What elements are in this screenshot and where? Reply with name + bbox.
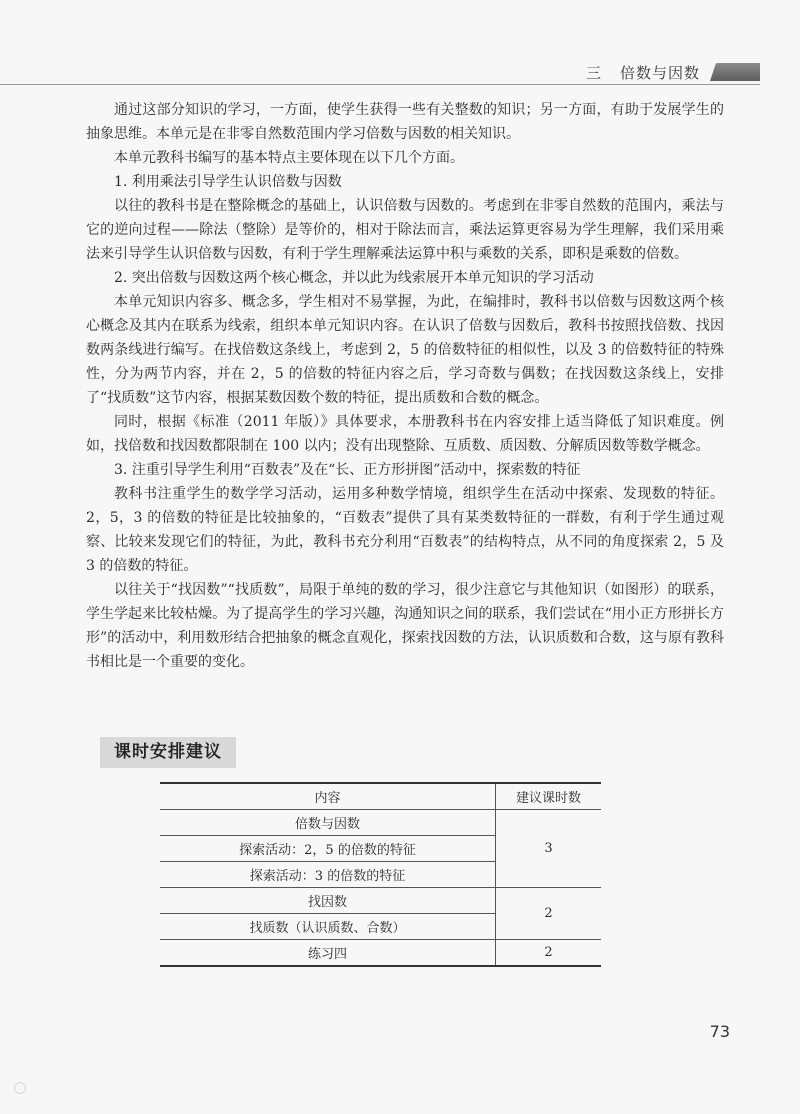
subheading: 1. 利用乘法引导学生认识倍数与因数: [114, 174, 342, 190]
table-header-content: 内容: [160, 783, 496, 810]
paragraph: 本单元知识内容多、概念多，学生相对不易掌握，为此，在编排时，教科书以倍数与因数这两个核心概念及其内在联系为线索，组织本单元知识内容。在认识了倍数与因数后，教科书按照找倍数、找因数两条线进行编写。在找倍数这条线上，考虑到 2，5 的倍数特征的相似性，以及 3 的倍数特征的特殊性，分为两节内容，并在 2，5 的倍数的特征内容之后，学习奇数与偶数；在找因数这条线上，安排了“找质数”这节内容，根据某数因数个数的特征，提出质数和合数的概念。: [86, 294, 724, 406]
table-row: [160, 940, 601, 967]
paragraph: 同时，根据《标准（2011 年版）》具体要求，本册教科书在内容安排上适当降低了知识难度。例如，找倍数和找因数都限制在 100 以内；没有出现整除、互质数、质因数、分解质因数等数学概念。: [86, 414, 724, 454]
page-number: 73: [709, 1022, 730, 1041]
section-title: 课时安排建议: [100, 737, 236, 768]
table-cell-hours: 2: [496, 888, 602, 940]
table-header-row: [160, 783, 601, 810]
table-header-hours: 建议课时数: [496, 783, 602, 810]
chapter-number: 三: [585, 64, 602, 82]
table-row: [160, 810, 601, 836]
paragraph: 以往关于“找因数”“找质数”，局限于单纯的数的学习，很少注意它与其他知识（如图形）的联系，学生学起来比较枯燥。为了提高学生的学习兴趣，沟通知识之间的联系，我们尝试在“用小正方形拼长方形”的活动中，利用数形结合把抽象的概念直观化，探索找因数的方法，认识质数和合数，这与原有教科书相比是一个重要的变化。: [86, 582, 724, 670]
table-cell-content: 探索活动：2，5 的倍数的特征: [160, 836, 496, 862]
table-row: [160, 888, 601, 914]
table-cell-content: 探索活动：3 的倍数的特征: [160, 862, 496, 888]
page-header: [0, 60, 800, 90]
paragraph: 本单元教科书编写的基本特点主要体现在以下几个方面。: [114, 150, 464, 166]
schedule-table: [160, 782, 601, 967]
table-cell-content: 找因数: [160, 888, 496, 914]
table-cell-content: 练习四: [160, 940, 496, 967]
subheading: 3. 注重引导学生利用“百数表”及在“长、正方形拼图”活动中，探索数的特征: [114, 462, 581, 478]
table-cell-hours: 3: [496, 810, 602, 888]
table-cell-content: 倍数与因数: [160, 810, 496, 836]
table-cell-content: 找质数（认识质数、合数）: [160, 914, 496, 940]
paragraph: 教科书注重学生的数学学习活动，运用多种数学情境，组织学生在活动中探索、发现数的特征。2，5，3 的倍数的特征是比较抽象的，“百数表”提供了具有某类数特征的一群数，有利于学生通过观察、比较来发现它们的特征，为此，教科书充分利用“百数表”的结构特点，从不同的角度探索 2，5 及 3 的倍数的特征。: [86, 486, 724, 574]
table-cell-hours: 2: [496, 940, 602, 967]
subheading: 2. 突出倍数与因数这两个核心概念，并以此为线索展开本单元知识的学习活动: [114, 270, 594, 286]
watermark-logo-icon: [14, 1082, 26, 1094]
body-text: [86, 98, 724, 674]
paragraph: 以往的教科书是在整除概念的基础上，认识倍数与因数的。考虑到在非零自然数的范围内，乘法与它的逆向过程——除法（整除）是等价的，相对于除法而言，乘法运算更容易为学生理解，我们采用乘法来引导学生认识倍数与因数，有利于学生理解乘法运算中积与乘数的关系，即积是乘数的倍数。: [86, 198, 724, 262]
chapter-title: [586, 62, 700, 83]
chapter-name: 倍数与因数: [619, 64, 700, 82]
watermark: [14, 1082, 74, 1102]
header-tab-decoration: [710, 63, 760, 81]
header-rule: [0, 84, 760, 85]
paragraph: 通过这部分知识的学习，一方面，使学生获得一些有关整数的知识；另一方面，有助于发展学生的抽象思维。本单元是在非零自然数范围内学习倍数与因数的相关知识。: [86, 102, 724, 142]
